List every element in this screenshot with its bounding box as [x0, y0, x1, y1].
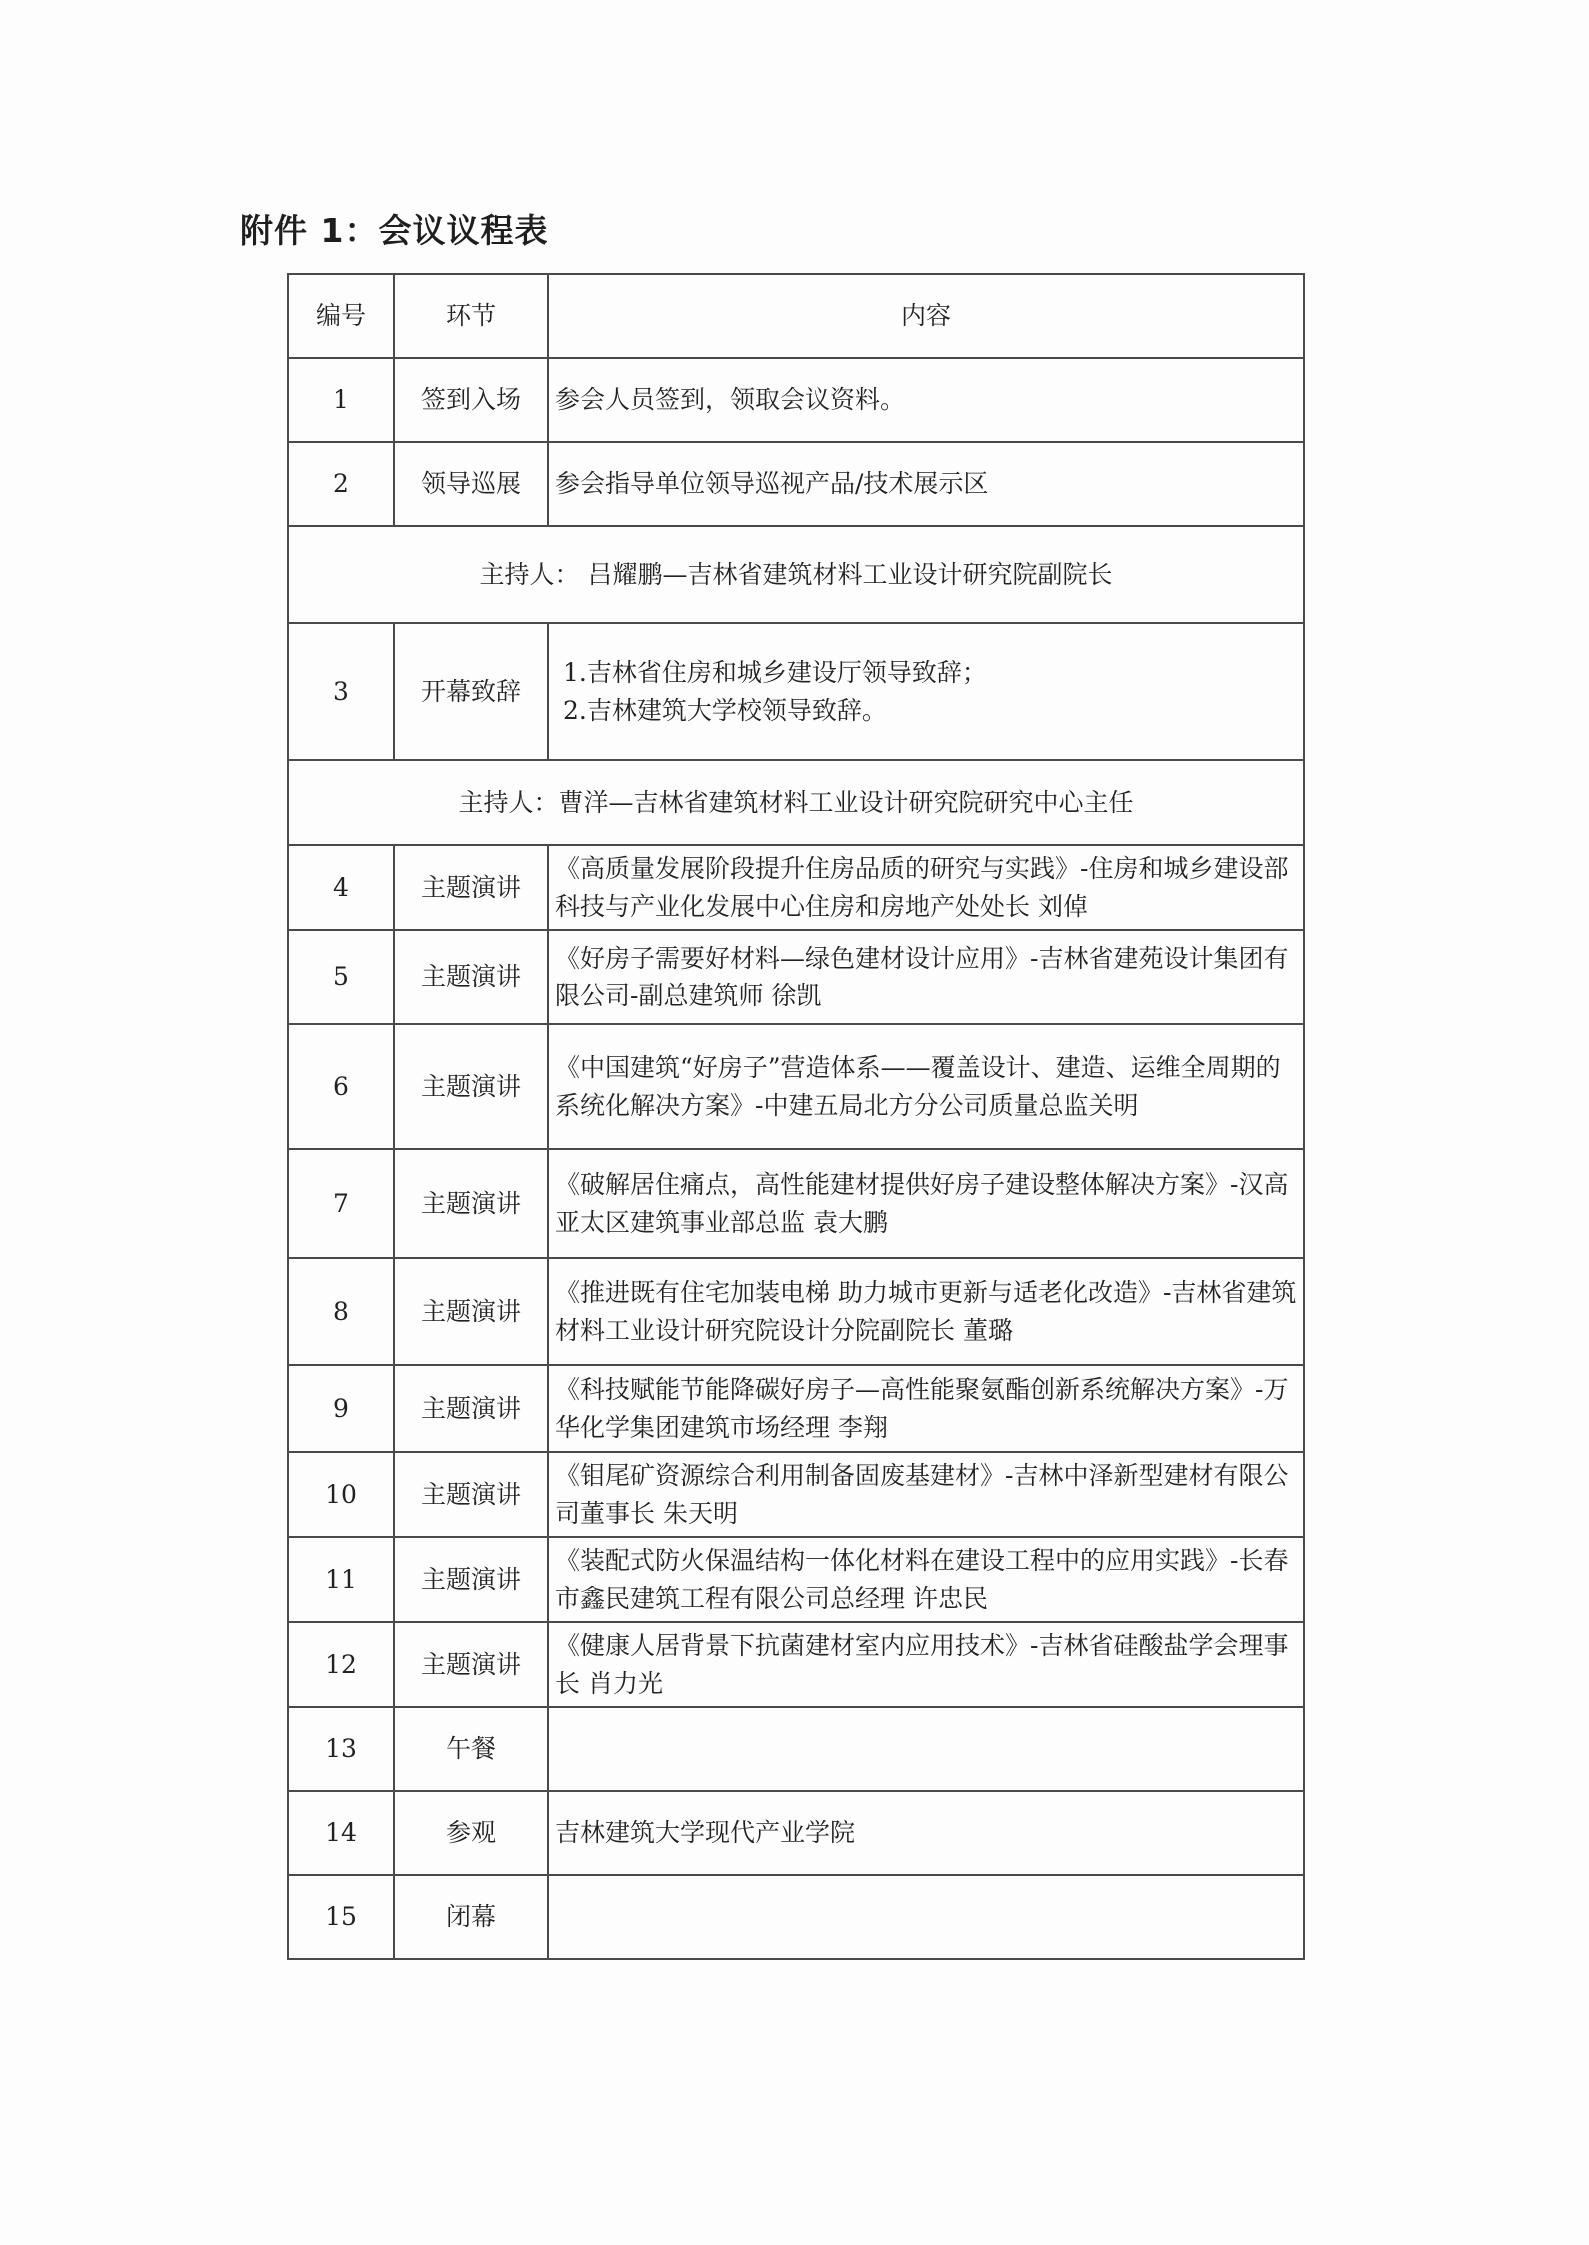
- header-number: 编号: [288, 274, 394, 358]
- row-number: 2: [288, 442, 394, 526]
- row-segment: 闭幕: [394, 1875, 548, 1959]
- row-segment: 主题演讲: [394, 1149, 548, 1258]
- table-row: [288, 1791, 1304, 1875]
- row-segment: 主题演讲: [394, 1024, 548, 1149]
- row-number: 10: [288, 1452, 394, 1537]
- table-row: [288, 358, 1304, 442]
- table-row: [288, 1537, 1304, 1622]
- row-number: 4: [288, 845, 394, 930]
- row-content: 1.吉林省住房和城乡建设厅领导致辞； 2.吉林建筑大学校领导致辞。: [548, 623, 1304, 760]
- row-content: 参会人员签到，领取会议资料。: [548, 358, 1304, 442]
- table-row: [288, 1149, 1304, 1258]
- table-row: [288, 442, 1304, 526]
- row-segment: 签到入场: [394, 358, 548, 442]
- host-text: 主持人：曹洋—吉林省建筑材料工业设计研究院研究中心主任: [288, 760, 1304, 845]
- row-content: [548, 1707, 1304, 1791]
- table-row: [288, 845, 1304, 930]
- row-number: 1: [288, 358, 394, 442]
- row-segment: 主题演讲: [394, 1258, 548, 1365]
- row-content: 《推进既有住宅加装电梯 助力城市更新与适老化改造》-吉林省建筑材料工业设计研究院设计分院副院长 董璐: [548, 1258, 1304, 1365]
- table-row: [288, 1024, 1304, 1149]
- row-segment: 主题演讲: [394, 1622, 548, 1707]
- row-content: 《好房子需要好材料—绿色建材设计应用》-吉林省建苑设计集团有限公司-副总建筑师 徐凯: [548, 930, 1304, 1024]
- table-row: [288, 1452, 1304, 1537]
- table-row: [288, 1707, 1304, 1791]
- row-content: [548, 1875, 1304, 1959]
- host-row: [288, 526, 1304, 623]
- row-number: 13: [288, 1707, 394, 1791]
- row-number: 8: [288, 1258, 394, 1365]
- row-content: 《高质量发展阶段提升住房品质的研究与实践》-住房和城乡建设部科技与产业化发展中心住房和房地产处处长 刘倬: [548, 845, 1304, 930]
- page-title: 附件 1：会议议程表: [240, 211, 549, 250]
- table-row: [288, 1365, 1304, 1452]
- row-content: 《中国建筑“好房子”营造体系——覆盖设计、建造、运维全周期的系统化解决方案》-中建五局北方分公司质量总监关明: [548, 1024, 1304, 1149]
- table-row: [288, 1258, 1304, 1365]
- agenda-table: [287, 273, 1305, 1960]
- row-segment: 主题演讲: [394, 930, 548, 1024]
- row-number: 6: [288, 1024, 394, 1149]
- row-number: 9: [288, 1365, 394, 1452]
- row-segment: 参观: [394, 1791, 548, 1875]
- row-content: 《钼尾矿资源综合利用制备固废基建材》-吉林中泽新型建材有限公司董事长 朱天明: [548, 1452, 1304, 1537]
- row-number: 7: [288, 1149, 394, 1258]
- row-segment: 领导巡展: [394, 442, 548, 526]
- row-segment: 主题演讲: [394, 1452, 548, 1537]
- row-number: 12: [288, 1622, 394, 1707]
- row-content: 《科技赋能节能降碳好房子—高性能聚氨酯创新系统解决方案》-万华化学集团建筑市场经理 李翔: [548, 1365, 1304, 1452]
- row-number: 14: [288, 1791, 394, 1875]
- table-header-row: [288, 274, 1304, 358]
- row-segment: 主题演讲: [394, 1537, 548, 1622]
- row-segment: 午餐: [394, 1707, 548, 1791]
- host-row: [288, 760, 1304, 845]
- row-segment: 主题演讲: [394, 1365, 548, 1452]
- row-segment: 主题演讲: [394, 845, 548, 930]
- row-content: 吉林建筑大学现代产业学院: [548, 1791, 1304, 1875]
- row-number: 5: [288, 930, 394, 1024]
- header-segment: 环节: [394, 274, 548, 358]
- table-row: [288, 1875, 1304, 1959]
- row-number: 3: [288, 623, 394, 760]
- row-content: 《破解居住痛点，高性能建材提供好房子建设整体解决方案》-汉高亚太区建筑事业部总监 袁大鹏: [548, 1149, 1304, 1258]
- row-number: 15: [288, 1875, 394, 1959]
- row-content: 《健康人居背景下抗菌建材室内应用技术》-吉林省硅酸盐学会理事长 肖力光: [548, 1622, 1304, 1707]
- row-content: 《装配式防火保温结构一体化材料在建设工程中的应用实践》-长春市鑫民建筑工程有限公司总经理 许忠民: [548, 1537, 1304, 1622]
- row-content: 参会指导单位领导巡视产品/技术展示区: [548, 442, 1304, 526]
- row-number: 11: [288, 1537, 394, 1622]
- table-row: [288, 623, 1304, 760]
- header-content: 内容: [548, 274, 1304, 358]
- table-row: [288, 930, 1304, 1024]
- row-segment: 开幕致辞: [394, 623, 548, 760]
- table-row: [288, 1622, 1304, 1707]
- host-text: 主持人： 吕耀鹏—吉林省建筑材料工业设计研究院副院长: [288, 526, 1304, 623]
